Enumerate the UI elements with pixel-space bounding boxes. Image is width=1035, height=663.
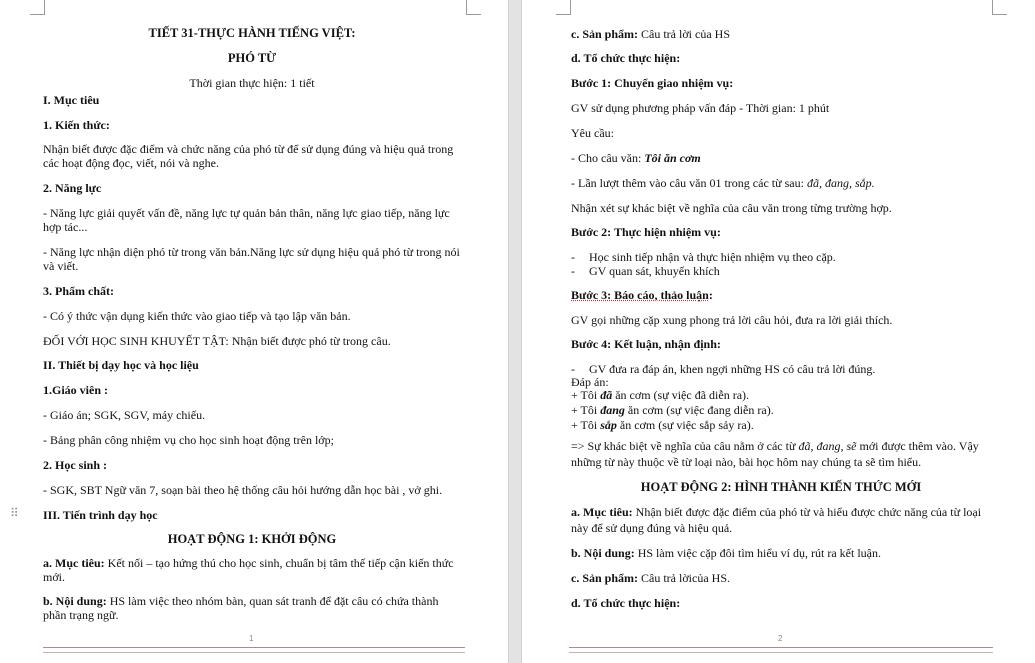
subsection-heading: 3. Phẩm chất: [43,284,114,298]
paragraph-line: này để sử dụng đúng và hiệu quả. [571,521,733,535]
answer-line [571,388,991,403]
body-text: ăn cơm (sự việc đang diễn ra). [624,403,774,417]
section-heading: III. Tiến trình dạy học [43,508,158,522]
paragraph-line: Nhận biết được đặc điểm và chức năng của phó từ để sử dụng đúng và hiệu quả trong [43,142,454,156]
subsection-heading: 2. Học sinh : [43,458,108,472]
example-words: đã, đang, sẽ [798,439,857,453]
activity-heading: HOẠT ĐỘNG 1: KHỞI ĐỘNG [167,532,337,546]
body-text: GV quan sát, khuyến khích [589,264,720,278]
activity-heading: HOẠT ĐỘNG 2: HÌNH THÀNH KIẾN THỨC MỚI [640,480,922,494]
paragraph-line [571,546,991,560]
label-text: b. Nội dung: [43,594,107,608]
paragraph-line: phần trạng ngữ. [43,608,119,622]
lesson-subtitle: PHÓ TỪ [227,51,277,65]
step-heading: Bước 1: Chuyển giao nhiệm vụ: [571,76,734,90]
step-heading: Bước 2: Thực hiện nhiệm vụ: [571,225,721,239]
paragraph-line [43,556,461,570]
body-text: - Cho câu văn: [571,151,645,165]
paragraph-line [571,571,991,585]
body-text: Kết nối – tạo hứng thú cho học sinh, chuẩn bị tâm thế tiếp cận kiến thức [104,556,454,570]
body-text: HS làm việc theo nhóm bàn, quan sát tranh để đặt câu có chứa thành [106,594,439,608]
body-text: GV đưa ra đáp án, khen ngợi những HS có câu trả lời đúng. [589,362,876,376]
paragraph-line: - Bảng phân công nhiệm vụ cho học sinh hoạt động trên lớp; [43,433,334,447]
section-heading: I. Mục tiêu [43,93,100,107]
footer-rule [43,652,465,653]
paragraph-line: - Có ý thức vận dụng kiến thức vào giao tiếp và tạo lập văn bản. [43,309,351,323]
footer-rule [569,652,993,653]
document-page-2 [522,0,1035,663]
paragraph-line: - SGK, SBT Ngữ văn 7, soạn bài theo hệ thống câu hỏi hướng dẫn học bài , vở ghi. [43,483,443,497]
step-heading: Bước 4: Kết luận, nhận định: [571,337,721,351]
body-text: + Tôi [571,403,601,417]
answer-line [571,418,991,433]
body-text: Nhận biết được đặc điểm của phó từ và hiểu được chức năng của từ loại [632,505,982,519]
adverb-text: sắp [600,418,617,432]
dash-bullet: - [571,362,575,376]
body-text: ăn cơm (sự việc đã diễn ra). [612,388,750,402]
margin-corner-mark [30,0,45,15]
paragraph-line: - Giáo án; SGK, SGV, máy chiếu. [43,408,206,422]
paragraph-line: GV sử dụng phương pháp vấn đáp - Thời gian: 1 phút [571,101,830,115]
paragraph-line: - Năng lực nhận diện phó từ trong văn bản.Năng lực sử dụng hiệu quả phó từ trong nói [43,245,460,259]
label-text: : [708,288,713,302]
body-text: + Tôi [571,388,601,402]
label-text: c. Sản phẩm: [571,27,639,41]
body-text: + Tôi [571,418,601,432]
example-sentence: Tôi ăn cơm [644,151,701,165]
list-item [571,362,991,376]
list-item [571,264,991,278]
adverb-text: đang [600,403,625,417]
label-text: c. Sản phẩm: [571,571,639,585]
label-text: a. Mục tiêu: [43,556,105,570]
body-text: - Lần lượt thêm vào câu văn 01 trong các từ sau: [571,176,807,190]
document-page-1 [0,0,508,663]
paragraph-line: ĐỐI VỚI HỌC SINH KHUYẾT TẬT: Nhận biết được phó từ trong câu. [43,334,391,348]
page-gap [508,0,522,663]
body-text: Học sinh tiếp nhận và thực hiện nhiệm vụ theo cặp. [589,250,836,264]
paragraph-line: các hoạt động đọc, viết, nói và nghe. [43,156,219,170]
margin-corner-mark [556,0,571,15]
paragraph-line: những từ này thuộc về từ loại nào, bài học hôm nay chúng ta sẽ tìm hiểu. [571,455,922,469]
list-item [571,250,991,264]
example-words: đã, đang, sắp. [806,176,875,190]
paragraph-line [571,27,991,41]
footer-rule [43,647,465,648]
subsection-heading: d. Tổ chức thực hiện: [571,596,681,610]
lesson-duration: Thời gian thực hiện: 1 tiết [189,76,315,90]
paragraph-line: hợp tác... [43,220,88,234]
margin-corner-mark [466,0,481,15]
body-text: ăn cơm (sự việc sắp sảy ra). [616,418,754,432]
adverb-text: đã [600,388,613,402]
body-text: HS làm việc cặp đôi tìm hiểu ví dụ, rút ra kết luận. [634,546,881,560]
answer-line [571,403,991,418]
footer-rule [569,647,993,648]
body-text: Câu trả lời của HS [638,27,731,41]
paragraph-line: - Năng lực giải quyết vấn đề, năng lực tự quản bản thân, năng lực giao tiếp, năng lực [43,206,450,220]
drag-handle-icon[interactable]: ⠿ [10,506,20,520]
label-text: a. Mục tiêu: [571,505,633,519]
paragraph-line: Yêu cầu: [571,126,614,140]
body-text: => Sự khác biệt về nghĩa của câu nằm ở các từ [571,439,799,453]
paragraph-line [571,439,991,453]
dash-bullet: - [571,250,575,264]
dash-bullet: - [571,264,575,278]
lesson-title: TIẾT 31-THỰC HÀNH TIẾNG VIỆT: [148,26,356,40]
subsection-heading: 1.Giáo viên : [43,383,108,397]
paragraph-line: Nhận xét sự khác biệt về nghĩa của câu văn trong từng trường hợp. [571,201,892,215]
body-text: mới được thêm vào. Vậy [856,439,979,453]
paragraph-line [571,505,991,519]
page-number: 1 [249,634,254,643]
paragraph-line [571,176,991,190]
page-2-body[interactable] [571,22,991,610]
label-text: Bước 3: Báo cáo, thảo luận [571,288,709,302]
section-heading: II. Thiết bị dạy học và học liệu [43,358,199,372]
paragraph-line [571,151,991,165]
paragraph-line: và viết. [43,259,79,273]
page-1-body[interactable] [43,22,461,622]
paragraph-line: Đáp án: [571,375,609,389]
subsection-heading: 2. Năng lực [43,181,102,195]
label-text: b. Nội dung: [571,546,635,560]
subsection-heading: d. Tổ chức thực hiện: [571,51,681,65]
body-text: Câu trả lờicủa HS. [638,571,731,585]
page-number: 2 [778,634,783,643]
paragraph-line [43,594,461,608]
paragraph-line: GV gọi những cặp xung phong trả lời câu hỏi, đưa ra lời giải thích. [571,313,893,327]
step-heading [571,288,991,302]
subsection-heading: 1. Kiến thức: [43,118,110,132]
margin-corner-mark [992,0,1007,15]
paragraph-line: mới. [43,570,66,584]
